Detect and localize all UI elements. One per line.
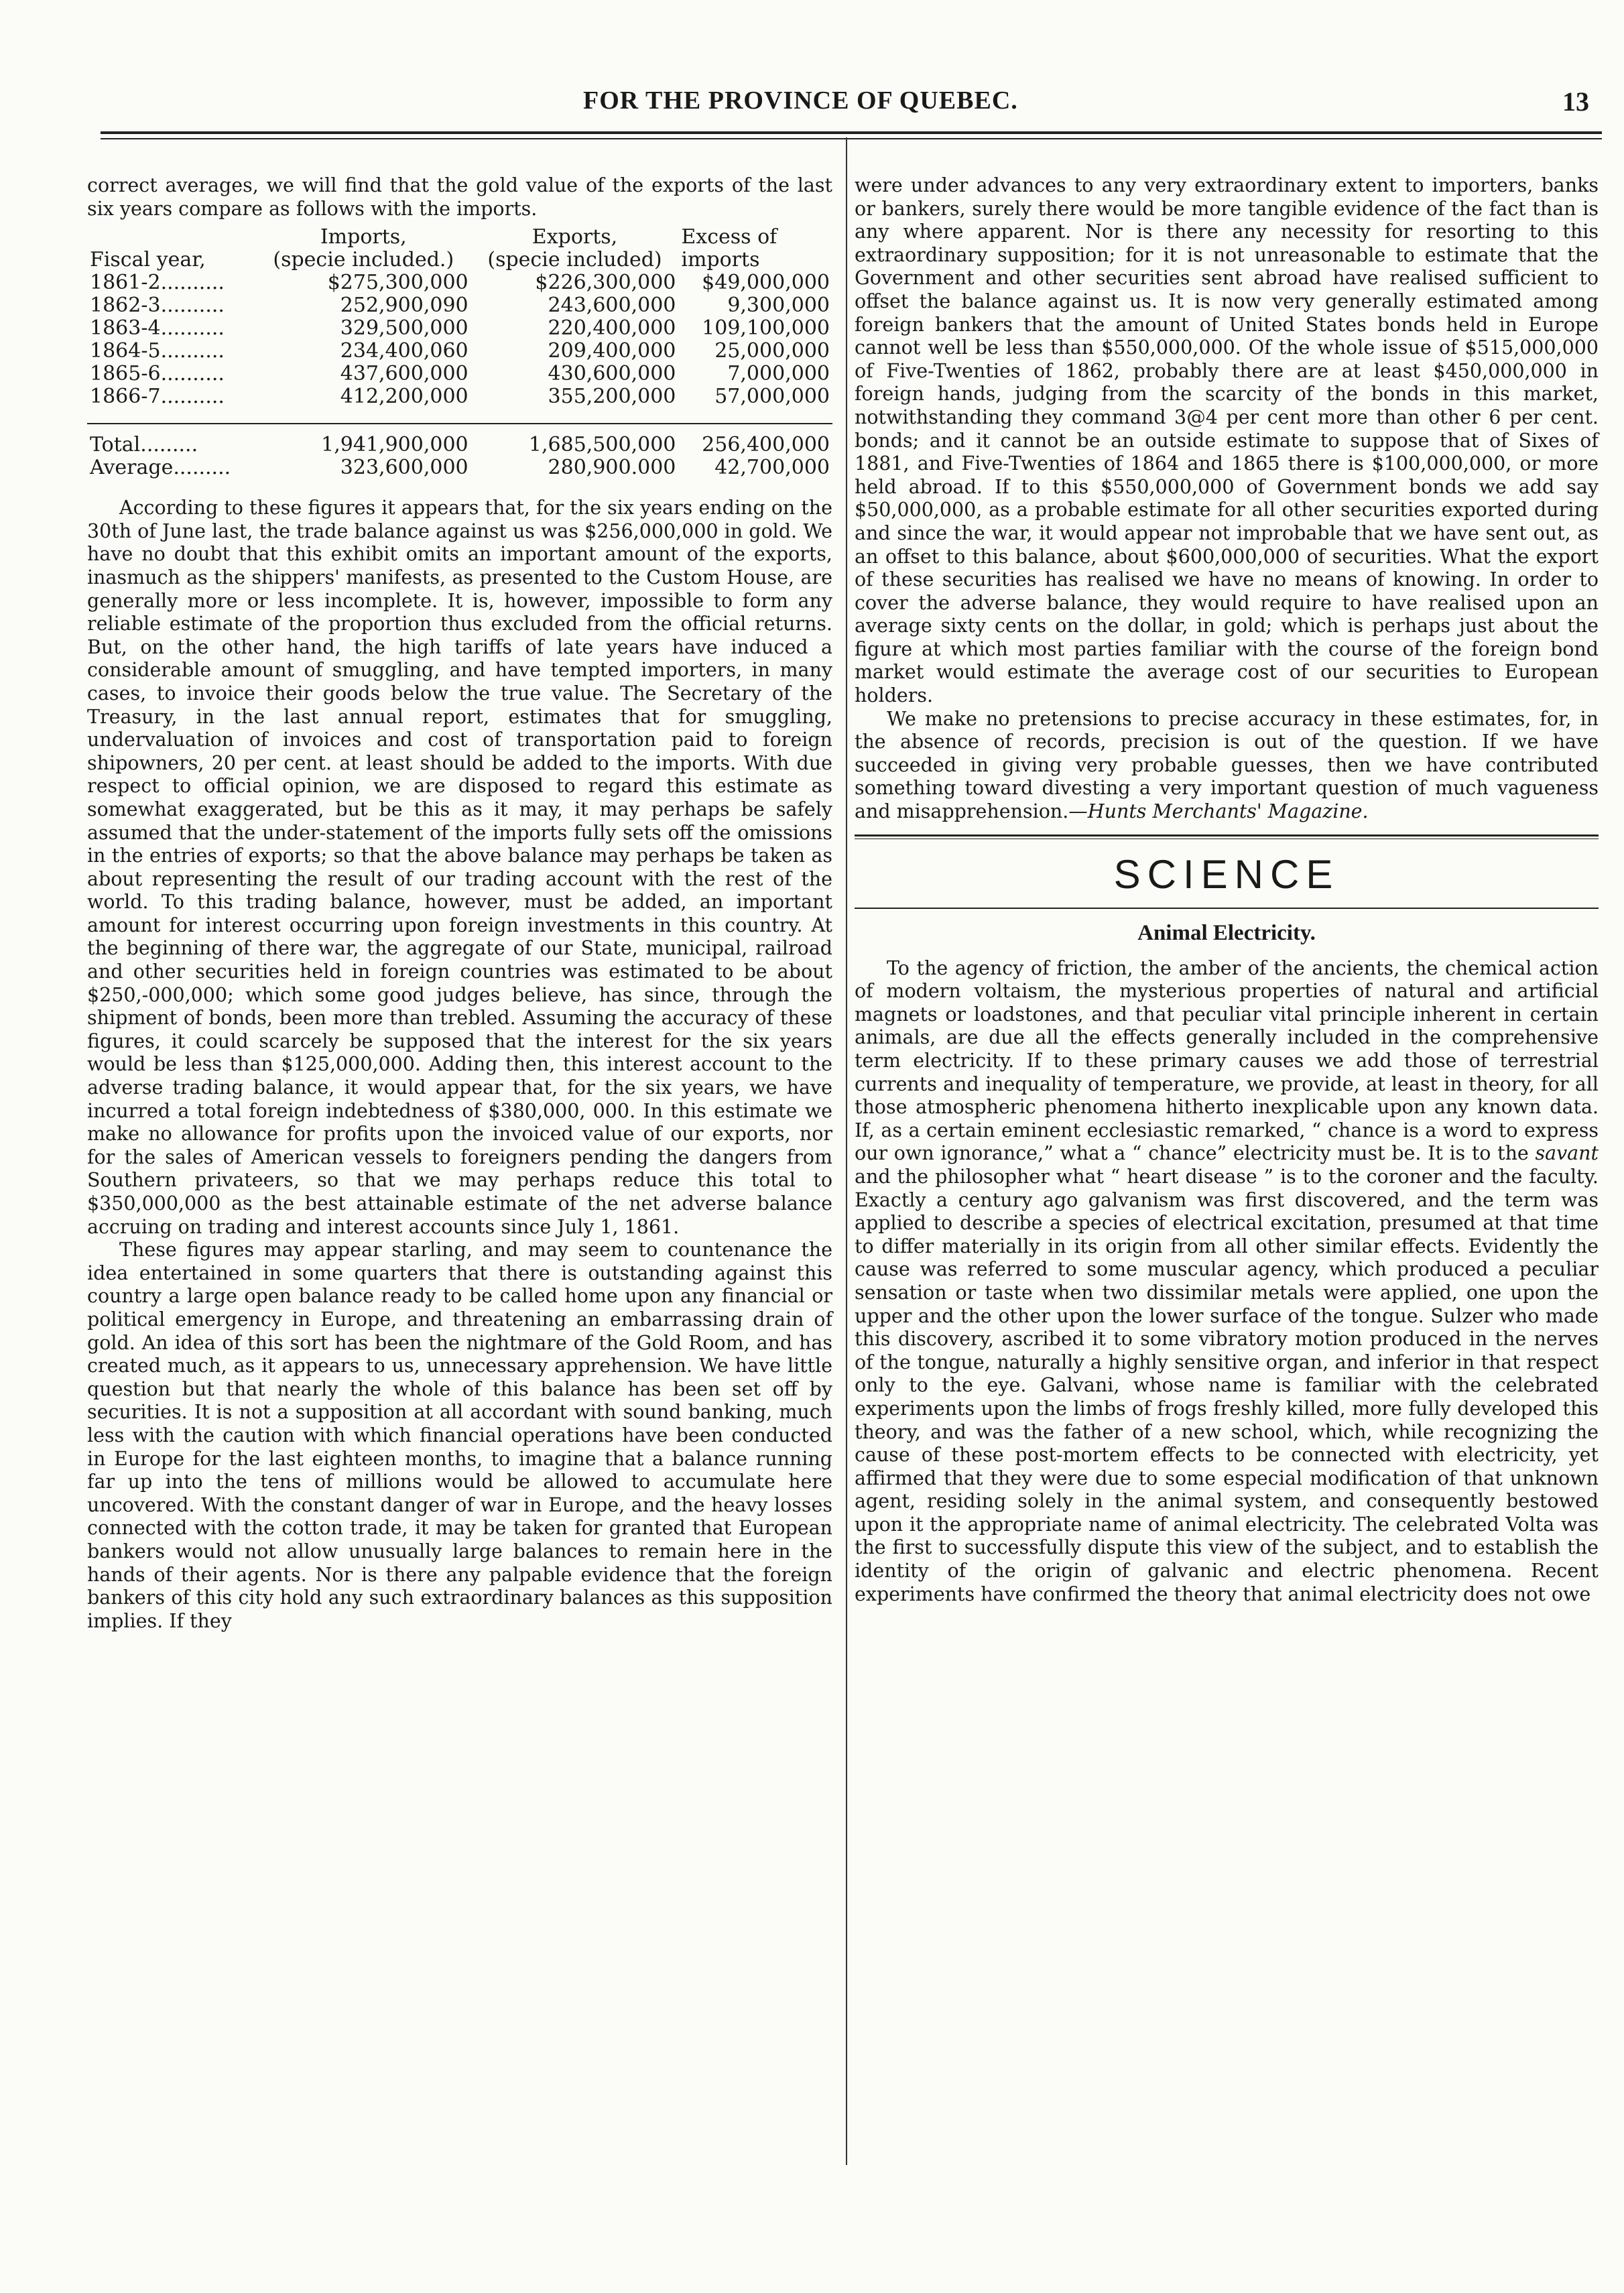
excess-cell: $49,000,000 [702,271,830,295]
total-excess: 256,400,000 [702,433,830,457]
exports-cell: 220,400,000 [548,316,676,340]
header-cell: Excess of [681,225,777,249]
year-cell: 1862-3.......... [90,294,225,318]
exports-cell: 243,600,000 [548,294,676,318]
header-cell: Imports, [320,225,407,249]
source-citation: Hunts Merchants' Magazine. [1087,800,1369,823]
year-cell: 1863-4.......... [90,316,225,340]
left-column [87,174,832,1633]
running-title: FOR THE PROVINCE OF QUEBEC. [583,86,1018,115]
paragraph-advances: were under advances to any very extraordinary extent to importers, banks or bankers, surely there would be more tangible evidence of the fact than is any where apparent. Nor is there any necessity for resorting to this extraordinary supposition; for it is not unreasonable to estimate that the Government and other securities sent abroad have realised sufficient to offset the balance against us. It is now very generally estimated among foreign bankers that the amount of United States bonds held in Europe cannot well be less than $550,000,000. Of the whole issue of $515,000,000 of Five-Twenties of 1862, probably there are at least $450,000,000 in foreign hands, judging from the scarcity of the bonds in this market, notwithstanding they command 3@4 per cent more than other 6 per cent. bonds; and it cannot be an outside estimate to suppose that of Sixes of 1881, and Five-Twenties of 1864 and 1865 there is $100,000,000, or more held abroad. If to this $550,000,000 of Government bonds we add say $50,000,000, as a probable estimate for all other securities exported during and since the war, it would appear not improbable that we have sent out, as an offset to this balance, about $600,000,000 of securities. What the export of these securities has realised we have no means of knowing. In order to cover the adverse balance, they would require to have realised upon an average sixty cents on the dollar, in gold; which is perhaps just about the figure at which most parties familiar with the course of the foreign bond market would estimate the average cost of our securities to European holders. [855,174,1599,707]
average-exports: 280,900.000 [548,456,676,480]
excess-cell: 57,000,000 [714,385,830,409]
total-label: Total......... [90,433,198,457]
imports-cell: 437,600,000 [340,362,469,386]
running-head [101,79,1624,121]
exports-cell: 209,400,000 [548,339,676,363]
pretensions-text: We make no pretensions to precise accuracy in these estimates, for, in the absence of records, precision is out of the question. If we have succeeded in giving very probable guesses, then we have contributed something toward divesting a very important question of much vagueness and misapprehension.— [855,707,1599,823]
paragraph-figures-starling: These figures may appear starling, and may seem to countenance the idea entertained in some quarters that there is outstanding against this country a large open balance ready to be called home upon any financial or political emergency in Europe, and threatening an embarrassing drain of gold. An idea of this sort has been the nightmare of the Gold Room, and has created much, as it appears to us, unnecessary apprehension. We have little question but that nearly the whole of this balance has been set off by securities. It is not a supposition at all accordant with sound banking, much less with the caution with which financial operations have been conducted in Europe for the last eighteen months, to imagine that a balance running far up into the tens of millions would be allowed to accumulate here uncovered. With the constant danger of war in Europe, and the heavy losses connected with the cotton trade, it may be taken for granted that European bankers would not allow unusually large balances to remain here in the hands of their agents. Nor is there any palpable evidence that the foreign bankers of this city hold any such extraordinary balances as this supposition implies. If they [87,1239,832,1632]
average-label: Average......... [90,456,231,480]
exports-cell: 430,600,000 [548,362,676,386]
total-rule [87,424,832,434]
header-cell [87,226,256,249]
header-cell: imports [681,248,760,272]
header-rule [101,131,1602,134]
imports-cell: 252,900,090 [340,294,469,318]
table-row [87,340,832,363]
header-rule-thin [101,138,1602,139]
electricity-text-b: and the philosopher what “ heart disease ” is to the coroner and the faculty. Exactly a century ago galvanism was first discovered, and the term was applied to describe a species of electrical excitation, presumed at that time to differ materially in its origin from all other similar effects. Evidently the cause was referred to some muscular agency, which produced a peculiar sensation or taste when two dissimilar metals were applied, one upon the upper and the other upon the lower surface of the tongue. Sulzer who made this discovery, ascribed it to some vibratory motion produced in the nerves of the tongue, naturally a highly sensitive organ, and inferior in that respect only to the eye. Galvani, whose name is familiar with the celebrated experiments upon the limbs of frogs freshly killed, more fully developed this theory, and was the father of a new school, which, while recognizing the cause of these post-mortem effects to be connected with electricity, yet affirmed that they were due to some especial modification of that unknown agent, residing solely in the animal system, and consequently bestowed upon it the appropriate name of animal electricity. The celebrated Volta was the first to successfully dispute this view of the subject, and to establish the identity of the origin of galvanic and electric phenomena. Recent experiments have confirmed the theory that animal electricity does not owe [855,1165,1599,1605]
savant-word: savant [1535,1142,1599,1165]
header-cell: Fiscal year, [90,248,206,272]
year-cell: 1864-5.......... [90,339,225,363]
table-spacer [87,408,832,424]
header-cell: (specie included) [487,248,662,272]
imports-cell: 329,500,000 [340,316,469,340]
year-cell: 1861-2.......... [90,271,225,295]
intro-paragraph: correct averages, we will find that the gold value of the exports of the last six years compare as follows with the imports. [87,174,832,220]
table-row [87,317,832,340]
excess-cell: 9,300,000 [727,294,830,318]
average-excess: 42,700,000 [714,456,830,480]
table-row [87,363,832,385]
paragraph-animal-electricity [855,957,1599,1607]
paragraph-pretensions [855,708,1599,824]
year-cell: 1865-6.......... [90,362,225,386]
imports-cell: 412,200,000 [340,385,469,409]
total-row [87,434,832,456]
imports-cell: 234,400,060 [340,339,469,363]
year-cell: 1866-7.......... [90,385,225,409]
exports-cell: 355,200,000 [548,385,676,409]
excess-cell: 7,000,000 [727,362,830,386]
electricity-text-a: To the agency of friction, the amber of the ancients, the chemical action of modern voltaism, the mysterious properties of natural and artificial magnets or loadstones, and that peculiar vital principle inherent in certain animals, are due all the effects generally included in the comprehensive term electricity. If to these primary causes we add those of terrestrial currents and inequality of temperature, we provide, at least in theory, for all those atmospheric phenomena hitherto inexplicable upon any known data. If, as a certain eminent ecclesiastic remarked, “ chance is a word to express our own ignorance,” what a “ chance” electricity must be. It is to the [855,956,1599,1165]
excess-cell: 109,100,000 [702,316,830,340]
paragraph-trade-balance: According to these figures it appears that, for the six years ending on the 30th of June last, the trade balance against us was $256,000,000 in gold. We have no doubt that this exhibit omits an important amount of the exports, inasmuch as the shippers' manifests, as presented to the Custom House, are generally more or less incomplete. It is, however, impossible to form any reliable estimate of the proportion thus excluded from the official returns. But, on the other hand, the high tariffs of late years have induced a considerable amount of smuggling, and have tempted importers, in many cases, to invoice their goods below the true value. The Secretary of the Treasury, in the last annual report, estimates that for smuggling, undervaluation of invoices and cost of transportation paid to foreign shipowners, 20 per cent. at least should be added to the imports. With due respect to official opinion, we are disposed to regard this estimate as somewhat exaggerated, but be this as it may, it may perhaps be safely assumed that the under-statement of the imports fully sets off the omissions in the entries of exports; so that the above balance may perhaps be taken as about representing the result of our trading account with the rest of the world. To this trading balance, however, must be added, an important amount for interest occurring upon foreign investments in this country. At the beginning of there war, the aggregate of our State, municipal, railroad and other securities held in foreign countries was estimated to be about $250,-000,000; which some good judges believe, has since, through the shipment of bonds, been more than trebled. Assuming the accuracy of these figures, it could scarcely be supposed that the interest for the six years would be less than $125,000,000. Adding then, this interest account to the adverse trading balance, it would appear that, for the six years, we have incurred a total foreign indebtedness of $380,000, 000. In this estimate we make no allowance for profits upon the invoiced value of our exports, nor for the sales of American vessels to foreigners pending the dangers from Southern privateers, so that we may perhaps reduce this total to $350,000,000 as the best attainable estimate of the net adverse balance accruing on trading and interest accounts since July 1, 1861. [87,497,832,1238]
table-header-row-bottom [87,249,832,271]
table-header-row-top [87,226,832,249]
average-row [87,456,832,479]
total-exports: 1,685,500,000 [528,433,676,457]
excess-cell: 25,000,000 [714,339,830,363]
average-imports: 323,600,000 [340,456,469,480]
table-row [87,271,832,294]
trade-table [87,226,832,479]
imports-cell: $275,300,000 [327,271,469,295]
total-imports: 1,941,900,000 [321,433,469,457]
article-title: Animal Electricity. [1137,920,1316,945]
page-number: 13 [1562,86,1589,117]
section-rule-bottom [855,908,1599,909]
table-row [87,385,832,408]
header-cell: (specie included.) [273,248,454,272]
right-column [855,174,1599,1606]
table-row [87,294,832,317]
exports-cell: $226,300,000 [535,271,676,295]
header-cell: Exports, [532,225,618,249]
section-rule-top [855,834,1599,839]
section-title: SCIENCE [1113,851,1340,897]
column-divider [846,137,847,2165]
